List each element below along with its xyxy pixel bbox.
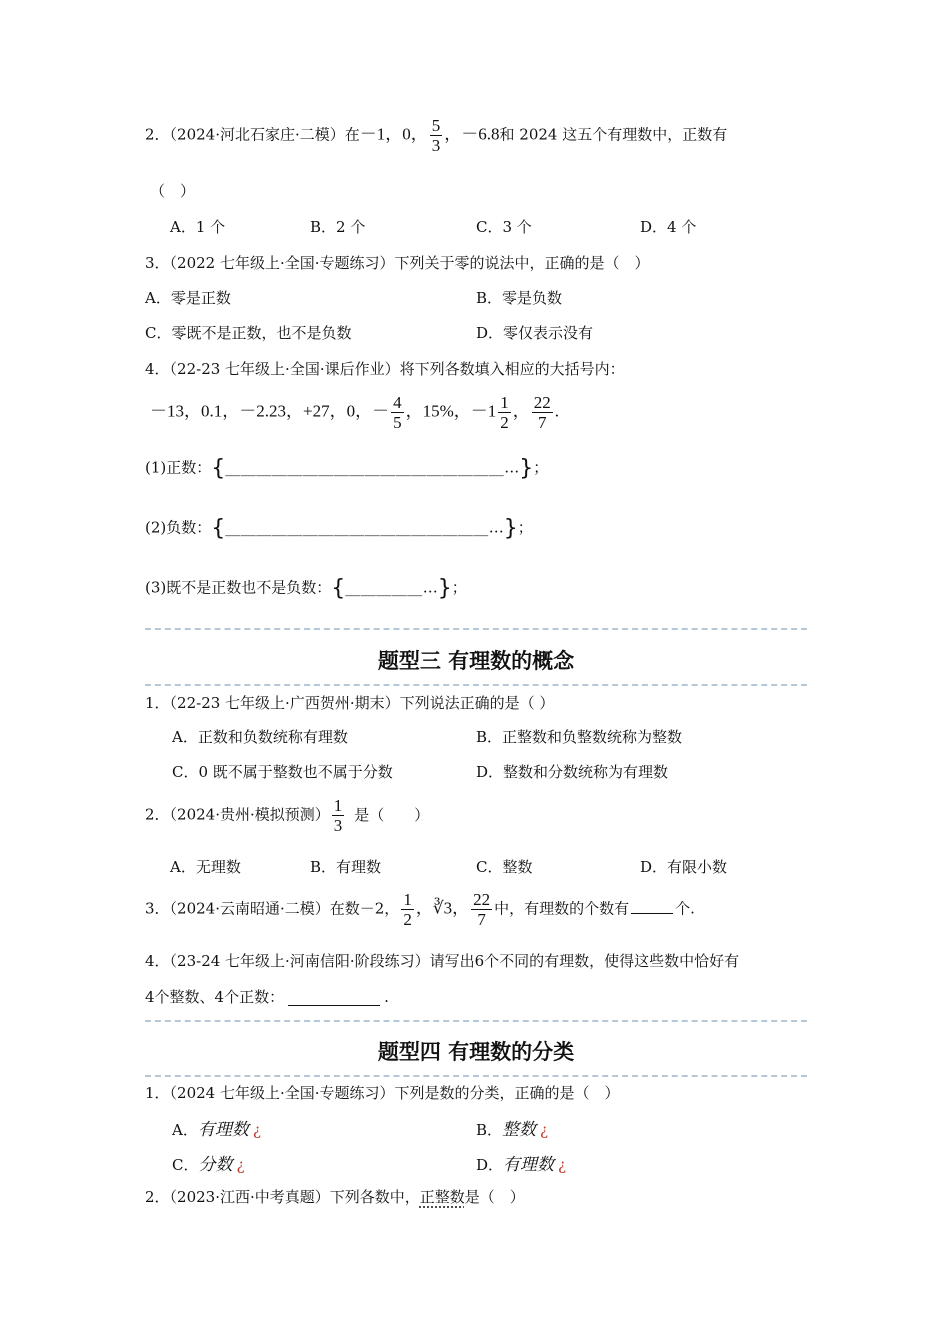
option-b: B．2 个 (310, 218, 366, 236)
answer-blank[interactable]: ＿＿＿＿＿＿＿＿＿＿＿＿＿＿＿＿＿ (225, 520, 489, 538)
fill-zero: (3)既不是正数也不是负数：{＿＿＿＿＿…}； (145, 576, 467, 601)
fraction-5-3: $\frac{5}{3}$ (431, 116, 441, 155)
question-2: 2．（2023·江西·中考真题）下列各数中，正整数是（ ） (145, 1188, 525, 1206)
number-list: －13，0.1，－2.23，+27，0，－ $\frac{4}{5}$ ，15%，－1 $\frac{1}{2}$ ， $\frac{22}{7}$ . (150, 393, 560, 432)
option-b: B．零是负数 (476, 289, 563, 307)
answer-blank[interactable] (631, 901, 673, 914)
option-a: A．无理数 (170, 858, 241, 876)
option-c: C．分数 ¿ (172, 1155, 245, 1175)
option-a: A．有理数 ¿ (172, 1120, 261, 1140)
math-text: ，－6.8 (444, 124, 500, 144)
question-2: 2．（2024·贵州·模拟预测） $\frac{1}{3}$ 是（ ） (145, 796, 430, 835)
question-text: 2．（2024·河北石家庄·二模）在 (145, 125, 360, 144)
question-4: 4．（22-23 七年级上·全国·课后作业）将下列各数填入相应的大括号内： (145, 360, 625, 378)
fraction-1-2: $\frac{1}{2}$ (500, 393, 509, 432)
option-a: A．零是正数 (145, 289, 231, 307)
left-brace-icon: { (211, 516, 226, 541)
question-3: 3．（2022 七年级上·全国·专题练习）下列关于零的说法中，正确的是（ ） (145, 254, 650, 272)
option-d: D．整数和分数统称为有理数 (476, 763, 669, 781)
fraction-1-2: $\frac{1}{2}$ (403, 890, 412, 929)
option-b: B．正整数和负整数统称为整数 (476, 728, 683, 746)
answer-paren: （ ） (150, 182, 196, 200)
option-d: D．4 个 (640, 218, 697, 236)
option-a: A．正数和负数统称有理数 (172, 728, 348, 746)
section-divider (145, 1020, 807, 1022)
right-brace-icon: } (437, 576, 452, 601)
question-2 (145, 116, 727, 155)
left-brace-icon: { (331, 576, 346, 601)
right-brace-icon: } (519, 456, 534, 481)
option-b: B．整数 ¿ (476, 1120, 549, 1140)
question-4: 4．（23-24 七年级上·河南信阳·阶段练习）请写出6个不同的有理数，使得这些数中恰好有 (145, 952, 740, 970)
option-d: D．有理数 ¿ (476, 1155, 567, 1175)
answer-blank[interactable]: ＿＿＿＿＿ (345, 580, 423, 598)
fill-positive: (1)正数：{＿＿＿＿＿＿＿＿＿＿＿＿＿＿＿＿＿＿…}； (145, 456, 549, 481)
fraction-22-7: $\frac{22}{7}$ (533, 393, 551, 432)
answer-blank[interactable] (288, 991, 380, 1006)
fraction-22-7: $\frac{22}{7}$ (473, 890, 491, 929)
question-3: 3．（2024·云南昭通·二模）在数－2， $\frac{1}{2}$ ，∛3， $\frac{22}{7}$ 中，有理数的个数有 个. (145, 890, 695, 929)
answer-blank[interactable]: ＿＿＿＿＿＿＿＿＿＿＿＿＿＿＿＿＿＿ (225, 460, 505, 478)
option-d: D．有限小数 (640, 858, 728, 876)
section-title: 题型四 有理数的分类 (377, 1040, 575, 1064)
option-c: C．3 个 (476, 218, 532, 236)
section-divider (145, 1075, 807, 1077)
option-d: D．零仅表示没有 (476, 324, 594, 342)
math-text: －1，0， (359, 124, 428, 144)
fill-negative: (2)负数：{＿＿＿＿＿＿＿＿＿＿＿＿＿＿＿＿＿…}； (145, 516, 533, 541)
section-title: 题型三 有理数的概念 (377, 649, 575, 673)
option-c: C．0 既不属于整数也不属于分数 (172, 763, 393, 781)
section-divider (145, 684, 807, 686)
option-c: C．整数 (476, 858, 533, 876)
question-1: 1．（22-23 七年级上·广西贺州·期末）下列说法正确的是（ ） (145, 694, 555, 712)
question-1: 1．（2024 七年级上·全国·专题练习）下列是数的分类，正确的是（ ） (145, 1084, 620, 1102)
option-c: C．零既不是正数，也不是负数 (145, 324, 352, 342)
section-divider (145, 628, 807, 630)
emphasis-text: 正整数 (419, 1188, 465, 1206)
question-text: 和 2024 这五个有理数中，正数有 (499, 125, 728, 144)
fraction-1-3: $\frac{1}{3}$ (333, 796, 343, 835)
fraction-4-5: $\frac{4}{5}$ (393, 393, 402, 432)
left-brace-icon: { (211, 456, 226, 481)
option-a: A．1 个 (170, 218, 226, 236)
option-b: B．有理数 (310, 858, 382, 876)
question-4-line2: 4个整数、4个正数： . (145, 988, 389, 1006)
right-brace-icon: } (503, 516, 518, 541)
